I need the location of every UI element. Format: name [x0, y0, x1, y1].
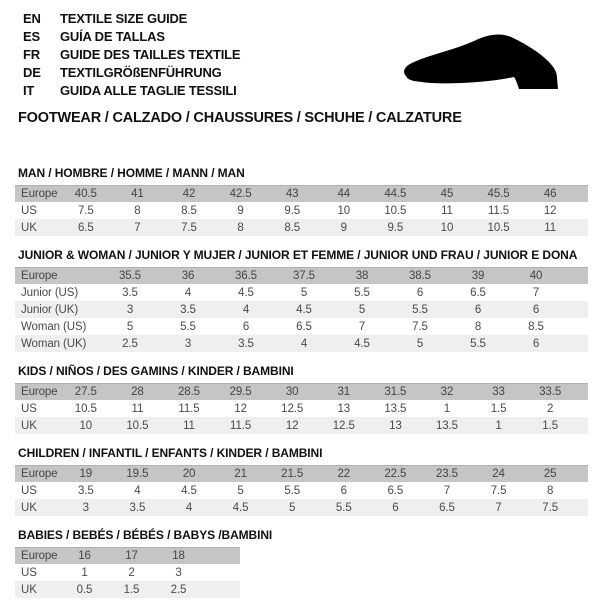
size-value: 6 — [392, 501, 399, 514]
size-value: 43 — [285, 188, 299, 200]
size-value: 22 — [337, 468, 351, 480]
size-table — [15, 383, 588, 434]
size-value: 27.5 — [74, 386, 97, 398]
size-value: 46 — [543, 188, 557, 200]
size-value: 7 — [532, 286, 540, 299]
row-label: Junior (US) — [21, 286, 79, 299]
language-code: EN — [23, 10, 41, 26]
size-value: 6 — [474, 303, 482, 316]
size-value: 11 — [441, 204, 453, 217]
size-value: 8 — [134, 204, 141, 217]
size-value: 45 — [440, 188, 454, 200]
language-list — [23, 9, 240, 99]
size-value: 8.5 — [528, 320, 544, 333]
size-value: 36.5 — [235, 270, 257, 282]
size-value: 33.5 — [539, 386, 562, 398]
size-value: 10.5 — [487, 221, 510, 234]
size-value: 25 — [543, 468, 557, 480]
row-label: UK — [21, 419, 37, 432]
size-value: 11.5 — [230, 419, 252, 432]
size-value: 31 — [337, 386, 351, 398]
size-value: 10.5 — [74, 402, 97, 415]
row-label: Europe — [21, 550, 58, 562]
size-value: 5.5 — [412, 303, 428, 316]
table-row — [15, 185, 588, 202]
size-value: 22.5 — [384, 468, 407, 480]
table-row — [15, 202, 588, 219]
language-code: IT — [23, 82, 35, 98]
table-row — [15, 301, 588, 318]
size-value: 19 — [79, 468, 93, 480]
size-value: 24 — [492, 468, 505, 480]
row-label: US — [21, 402, 37, 415]
size-value: 8 — [546, 484, 554, 497]
table-title: JUNIOR & WOMAN / JUNIOR Y MUJER / JUNIOR ET FEMME / JUNIOR UND FRAU / JUNIOR E DONA — [18, 248, 578, 262]
size-value: 45.5 — [487, 188, 510, 200]
size-value: 5.5 — [470, 337, 486, 350]
table-title: CHILDREN / INFANTIL / ENFANTS / KINDER / BAMBINI — [18, 446, 323, 460]
size-value: 5 — [300, 286, 308, 299]
size-value: 4.5 — [354, 337, 370, 350]
size-value: 5.5 — [284, 484, 301, 497]
size-value: 13 — [337, 402, 351, 415]
table-row — [15, 267, 588, 284]
size-value: 3.5 — [129, 501, 146, 514]
size-value: 40.5 — [74, 188, 97, 200]
table-row — [15, 219, 588, 236]
size-value: 8 — [237, 221, 244, 234]
size-value: 7 — [443, 484, 451, 497]
size-value: 8.5 — [181, 204, 197, 217]
size-value: 5.5 — [180, 320, 196, 333]
row-label: UK — [21, 583, 37, 596]
size-value: 4.5 — [296, 303, 312, 316]
size-value: 37.5 — [293, 270, 315, 282]
size-value: 11 — [131, 402, 144, 415]
size-value: 3.5 — [77, 484, 94, 497]
size-value: 9 — [237, 204, 244, 217]
size-value: 31.5 — [384, 386, 407, 398]
size-table — [15, 465, 588, 516]
size-value: 4 — [185, 501, 193, 514]
size-value: 35.5 — [119, 270, 141, 282]
size-value: 4.5 — [238, 286, 254, 299]
size-value: 9.5 — [387, 221, 404, 234]
size-value: 12 — [285, 419, 299, 432]
size-value: 3 — [184, 337, 192, 350]
size-value: 33 — [492, 386, 505, 398]
size-value: 6.5 — [387, 484, 404, 497]
size-value: 40 — [529, 270, 543, 282]
table-row — [15, 335, 588, 352]
size-value: 11.5 — [178, 402, 200, 415]
size-value: 5.5 — [354, 286, 370, 299]
language-label: TEXTILGRÖßENFÜHRUNG — [60, 64, 222, 80]
size-value: 38.5 — [409, 270, 431, 282]
size-value: 18 — [172, 550, 185, 562]
language-label: GUIDA ALLE TAGLIE TESSILI — [60, 82, 237, 98]
size-value: 7.5 — [181, 221, 197, 234]
size-value: 10 — [337, 204, 351, 217]
size-value: 6 — [340, 484, 347, 497]
size-value: 10 — [79, 419, 93, 432]
language-row — [23, 27, 240, 45]
size-value: 0.5 — [76, 583, 93, 596]
size-value: 8.5 — [284, 221, 301, 234]
size-value: 2.5 — [122, 337, 138, 350]
table-row — [15, 284, 588, 301]
size-table — [15, 185, 588, 236]
size-value: 6.5 — [296, 320, 312, 333]
size-value: 12.5 — [281, 402, 304, 415]
size-value: 13 — [389, 419, 402, 432]
size-table-section — [15, 446, 588, 516]
size-value: 10.5 — [126, 419, 149, 432]
size-value: 6.5 — [439, 501, 455, 514]
size-value: 1.5 — [123, 583, 140, 596]
size-value: 12.5 — [332, 419, 355, 432]
size-value: 32 — [440, 386, 454, 398]
size-value: 5.5 — [335, 501, 352, 514]
size-value: 10 — [440, 221, 454, 234]
table-title: MAN / HOMBRE / HOMME / MANN / MAN — [18, 166, 245, 180]
size-value: 7 — [358, 320, 366, 333]
size-value: 28 — [131, 386, 144, 398]
size-value: 3 — [175, 566, 182, 579]
row-label: US — [21, 204, 37, 217]
language-label: TEXTILE SIZE GUIDE — [60, 10, 188, 26]
row-label: Europe — [21, 270, 58, 282]
size-value: 6.5 — [470, 286, 486, 299]
size-value: 6.5 — [77, 221, 94, 234]
language-code: DE — [23, 64, 41, 80]
size-value: 4 — [300, 337, 308, 350]
size-value: 5 — [126, 320, 134, 333]
size-value: 13.5 — [435, 419, 458, 432]
size-value: 6 — [532, 337, 540, 350]
table-row — [15, 482, 588, 499]
size-table-section — [15, 528, 588, 598]
size-value: 6 — [532, 303, 540, 316]
size-value: 29.5 — [229, 386, 252, 398]
size-value: 3.5 — [122, 286, 138, 299]
size-table-section — [15, 166, 588, 236]
size-value: 21 — [234, 468, 247, 480]
size-table-section — [15, 364, 588, 434]
row-label: UK — [21, 501, 37, 514]
size-tables — [15, 166, 588, 598]
size-value: 9.5 — [284, 204, 301, 217]
row-label: Woman (UK) — [21, 337, 87, 350]
size-value: 19.5 — [126, 468, 149, 480]
size-value: 1 — [443, 402, 451, 415]
size-value: 20 — [182, 468, 196, 480]
language-row — [23, 45, 240, 63]
size-value: 11 — [544, 221, 557, 234]
size-value: 5 — [289, 501, 296, 514]
table-row — [15, 564, 240, 581]
size-value: 4 — [242, 303, 250, 316]
size-value: 3 — [126, 303, 134, 316]
size-value: 42 — [182, 188, 196, 200]
row-label: Junior (UK) — [21, 303, 79, 316]
size-value: 4.5 — [181, 484, 197, 497]
table-row — [15, 383, 588, 400]
size-value: 1 — [81, 566, 88, 579]
size-value: 5 — [358, 303, 366, 316]
language-row — [23, 9, 240, 27]
table-row — [15, 581, 240, 598]
row-label: US — [21, 566, 37, 579]
size-value: 4.5 — [232, 501, 249, 514]
table-row — [15, 465, 588, 482]
size-value: 6 — [416, 286, 424, 299]
size-value: 4 — [184, 286, 192, 299]
size-value: 8 — [474, 320, 482, 333]
size-value: 5 — [237, 484, 244, 497]
size-value: 7 — [495, 501, 502, 514]
size-value: 44.5 — [384, 188, 407, 200]
size-value: 28.5 — [177, 386, 200, 398]
size-value: 7.5 — [412, 320, 428, 333]
row-label: UK — [21, 221, 37, 234]
table-row — [15, 499, 588, 516]
size-value: 41 — [131, 188, 144, 200]
table-row — [15, 318, 588, 335]
size-value: 2 — [128, 566, 135, 579]
size-value: 44 — [337, 188, 351, 200]
size-table — [15, 547, 240, 598]
size-value: 3.5 — [180, 303, 196, 316]
size-value: 11 — [183, 419, 195, 432]
size-value: 1 — [495, 419, 502, 432]
row-label: US — [21, 484, 37, 497]
size-value: 10.5 — [384, 204, 407, 217]
size-value: 1.5 — [542, 419, 558, 432]
size-table-section — [15, 248, 588, 352]
size-value: 11.5 — [487, 204, 510, 217]
size-value: 5 — [416, 337, 424, 350]
table-row — [15, 547, 240, 564]
size-value: 7.5 — [542, 501, 558, 514]
language-row — [23, 81, 240, 99]
size-value: 3 — [82, 501, 89, 514]
table-row — [15, 400, 588, 417]
dress-shoe-icon — [398, 30, 576, 96]
table-title: BABIES / BEBÉS / BÉBÉS / BABYS /BAMBINI — [18, 528, 273, 542]
language-label: GUÍA DE TALLAS — [60, 28, 165, 44]
size-value: 2 — [546, 402, 554, 415]
row-label: Woman (US) — [21, 320, 87, 333]
size-table — [15, 267, 588, 352]
size-value: 12 — [543, 204, 557, 217]
size-value: 38 — [355, 270, 369, 282]
table-title: KIDS / NIÑOS / DES GAMINS / KINDER / BAMBINI — [18, 364, 294, 378]
size-value: 23.5 — [435, 468, 458, 480]
size-value: 1.5 — [490, 402, 507, 415]
size-value: 30 — [285, 386, 299, 398]
size-value: 21.5 — [281, 468, 304, 480]
category-line: FOOTWEAR / CALZADO / CHAUSSURES / SCHUHE / CALZATURE — [18, 110, 462, 126]
size-value: 36 — [181, 270, 195, 282]
size-value: 7 — [134, 221, 141, 234]
language-code: ES — [23, 28, 40, 44]
size-value: 42.5 — [229, 188, 252, 200]
size-value: 7.5 — [490, 484, 507, 497]
size-value: 17 — [125, 550, 138, 562]
size-value: 4 — [134, 484, 141, 497]
language-row — [23, 63, 240, 81]
size-value: 9 — [340, 221, 347, 234]
row-label: Europe — [21, 386, 58, 398]
row-label: Europe — [21, 468, 58, 480]
size-value: 13.5 — [384, 402, 407, 415]
language-label: GUIDE DES TAILLES TEXTILE — [60, 46, 241, 62]
size-value: 6 — [242, 320, 250, 333]
size-value: 16 — [78, 550, 91, 562]
row-label: Europe — [21, 188, 58, 200]
size-value: 39 — [471, 270, 485, 282]
table-row — [15, 417, 588, 434]
size-value: 2.5 — [170, 583, 187, 596]
size-value: 12 — [234, 402, 247, 415]
language-code: FR — [23, 46, 40, 62]
size-value: 3.5 — [238, 337, 254, 350]
size-value: 7.5 — [77, 204, 94, 217]
